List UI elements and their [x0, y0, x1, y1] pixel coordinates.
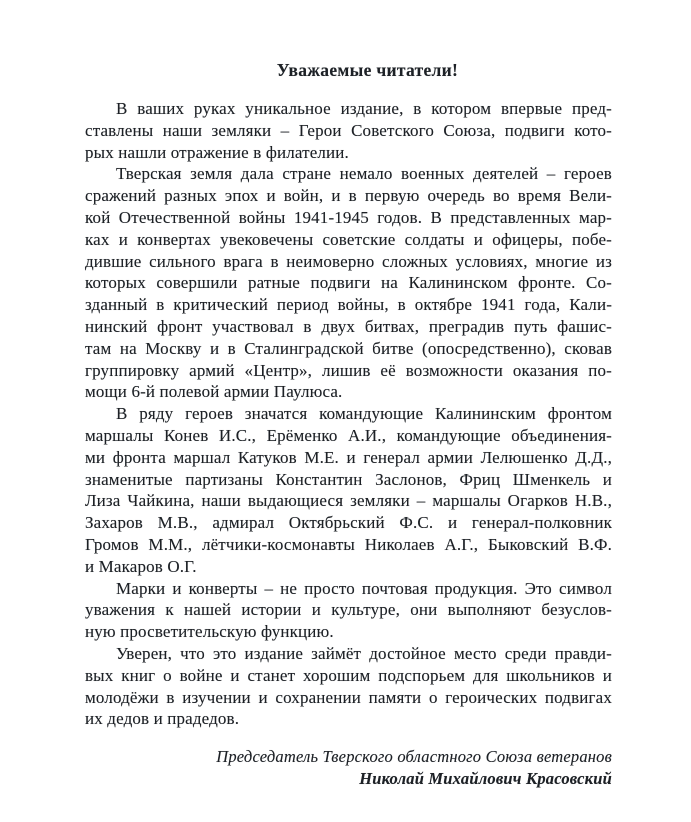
text-line: вых книг о войне и станет хорошим подспорьем для школьников и [85, 665, 612, 685]
paragraph [85, 403, 612, 577]
text-line: знаменитые партизаны Константин Заслонов, Фриц Шменкель и [85, 469, 612, 489]
signature-block [85, 746, 612, 790]
text-line: ставлены наши земляки – Герои Советского Союза, подвиги кото- [85, 120, 612, 140]
text-line: Громов М.М., лётчики-космонавты Николаев А.Г., Быковский В.Ф. [85, 534, 612, 554]
paragraph [85, 98, 612, 163]
text-line: Уверен, что это издание займёт достойное место среди правди- [116, 643, 612, 663]
signature-role: Председатель Тверского областного Союза ветеранов [216, 747, 612, 767]
signature-name: Николай Михайлович Красовский [359, 769, 612, 789]
text-line: рых нашли отражение в филателии. [85, 142, 349, 162]
body-text [85, 98, 612, 730]
text-line: Захаров М.В., адмирал Октябрьский Ф.С. и генерал-полковник [85, 513, 612, 533]
text-line: зданный в критический период войны, в октябре 1941 года, Кали- [85, 295, 612, 315]
text-line: ми фронта маршал Катуков М.Е. и генерал армии Лелюшенко Д.Д., [85, 447, 612, 467]
page-title: Уважаемые читатели! [276, 60, 459, 80]
text-line: ках и конвертах увековечены советские солдаты и офицеры, побе- [85, 229, 612, 249]
text-line: Марки и конверты – не просто почтовая продукция. Это символ [116, 578, 612, 598]
text-line: уважения к нашей истории и культуре, они выполняют безуслов- [85, 600, 612, 620]
text-line: Тверская земля дала стране немало военных деятелей – героев [116, 164, 612, 184]
text-line: Лиза Чайкина, наши выдающиеся земляки – маршалы Огарков Н.В., [85, 491, 612, 511]
text-line: сражений разных эпох и войн, и в первую очередь во время Вели- [85, 186, 612, 206]
paragraph [85, 643, 612, 730]
text-line: В ряду героев значатся командующие Калининским фронтом [116, 404, 612, 424]
paragraph [85, 163, 612, 403]
text-line: и Макаров О.Г. [85, 556, 197, 576]
text-line: которых совершили ратные подвиги на Калининском фронте. Со- [85, 273, 612, 293]
text-line: нинский фронт участвовал в двух битвах, преградив путь фашис- [85, 316, 612, 336]
text-line: кой Отечественной войны 1941-1945 годов. В представленных мар- [85, 207, 612, 227]
text-line: их дедов и прадедов. [85, 709, 240, 729]
text-line: молодёжи в изучении и сохранении памяти о героических подвигах [85, 687, 612, 707]
paragraph [85, 578, 612, 643]
text-line: группировку армий «Центр», лишив её возможности оказания по- [85, 360, 612, 380]
text-line: маршалы Конев И.С., Ерёменко А.И., командующие объединения- [85, 425, 612, 445]
text-line: там на Москву и в Сталинградской битве (опосредственно), сковав [85, 338, 612, 358]
text-line: ную просветительскую функцию. [85, 622, 334, 642]
text-line: дившие сильного врага в неимоверно сложных условиях, многие из [85, 251, 612, 271]
text-line: В ваших руках уникальное издание, в котором впервые пред- [116, 99, 612, 118]
text-line: мощи 6-й полевой армии Паулюса. [85, 382, 343, 402]
